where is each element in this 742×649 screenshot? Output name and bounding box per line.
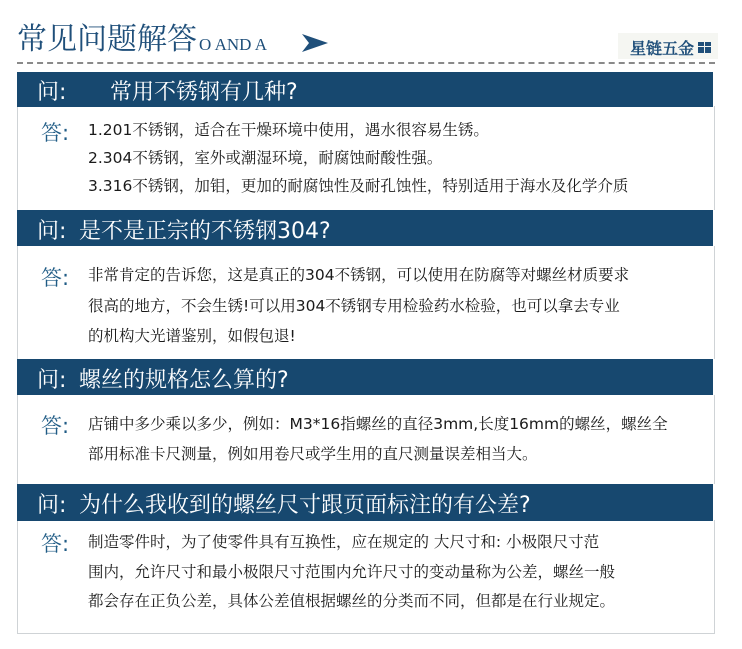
brand-badge [618, 33, 718, 59]
answer-line: 都会存在正负公差，具体公差值根据螺丝的分类而不同，但都是在行业规定。 [88, 592, 616, 610]
question-label: 问: [37, 493, 67, 518]
answer-line: 部用标准卡尺测量，例如用卷尺或学生用的直尺测量误差相当大。 [88, 445, 538, 463]
answer-line: 3.316不锈钢，加钼，更加的耐腐蚀性及耐孔蚀性，特别适用于海水及化学介质 [88, 177, 629, 195]
answer-line: 制造零件时，为了使零件具有互换性，应在规定的 大尺寸和: 小极限尺寸范 [88, 533, 600, 551]
question-text: 为什么我收到的螺丝尺寸跟页面标注的有公差? [79, 493, 531, 518]
header-divider [17, 62, 715, 64]
faq-answer-panel-3 [17, 395, 715, 484]
page-title: 常见问题解答 [17, 22, 197, 57]
answer-line: 的机构大光谱鉴别，如假包退! [88, 327, 296, 345]
answer-line: 店铺中多少乘以多少，例如：M3*16指螺丝的直径3mm,长度16mm的螺丝，螺丝全 [88, 415, 668, 433]
answer-label: 答: [41, 266, 70, 290]
question-label: 问: [37, 368, 67, 393]
answer-label: 答: [41, 121, 70, 145]
question-text: 螺丝的规格怎么算的? [79, 368, 289, 393]
faq-question-bar-4 [17, 484, 713, 521]
page-subtitle: O AND A [199, 35, 268, 54]
answer-line: 围内，允许尺寸和最小极限尺寸范围内允许尺寸的变动量称为公差，螺丝一般 [88, 563, 616, 581]
question-text: 常用不锈钢有几种? [110, 80, 298, 105]
answer-line: 非常肯定的告诉您，这是真正的304不锈钢，可以使用在防腐等对螺丝材质要求 [88, 266, 630, 284]
question-label: 问: [37, 219, 67, 244]
right-arrow-icon [302, 32, 328, 54]
faq-question-bar-2 [17, 210, 713, 246]
grid-icon [698, 42, 711, 53]
answer-label: 答: [41, 414, 70, 438]
answer-label: 答: [41, 532, 70, 556]
answer-line: 2.304不锈钢，室外或潮湿环境，耐腐蚀耐酸性强。 [88, 149, 443, 167]
question-text: 是不是正宗的不锈钢304? [79, 219, 331, 244]
brand-name: 星链五金 [630, 39, 695, 58]
page-header [17, 20, 717, 62]
faq-question-bar-1 [17, 72, 713, 107]
answer-line: 很高的地方，不会生锈!可以用304不锈钢专用检验药水检验，也可以拿去专业 [88, 297, 620, 315]
answer-line: 1.201不锈钢，适合在干燥环境中使用，遇水很容易生锈。 [88, 121, 489, 139]
faq-question-bar-3 [17, 359, 713, 395]
panel-bottom-border [17, 633, 715, 634]
question-label: 问: [37, 80, 67, 105]
